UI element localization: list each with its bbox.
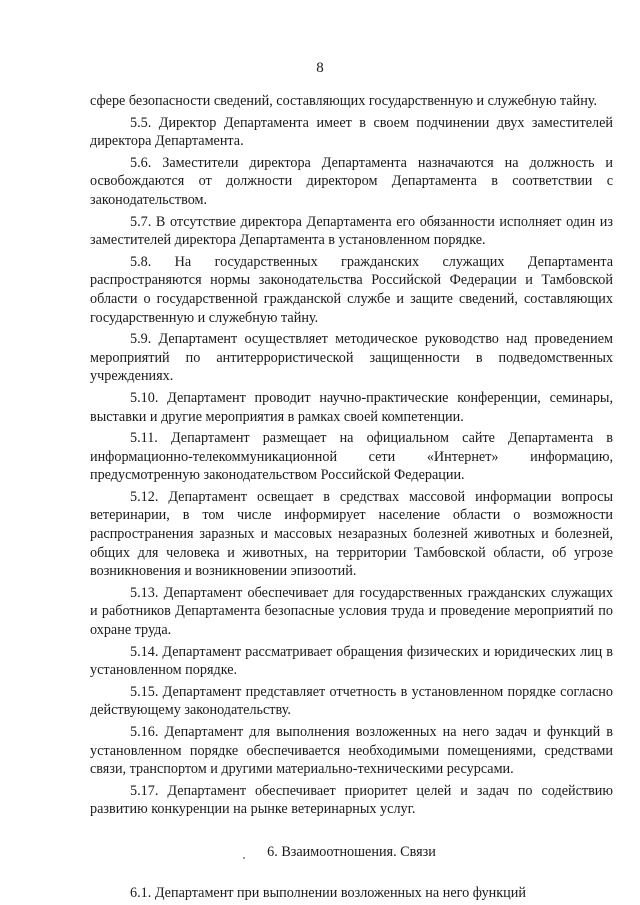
paragraph-5-9: 5.9. Департамент осуществляет методическое руководство над проведением мероприятий по антитеррористической защищенности в подведомственных учреждениях.: [90, 331, 613, 385]
section-heading: 6. Взаимоотношения. Связи: [267, 843, 436, 860]
paragraph-5-13: 5.13. Департамент обеспечивает для государственных гражданских служащих и работников Департамента безопасные условия труда и проведение мероприятий по охране труда.: [90, 584, 613, 639]
document-body: [90, 92, 613, 905]
page-number: 8: [316, 60, 324, 76]
paragraph-continuation: сфере безопасности сведений, составляющих государственную и служебную тайну.: [90, 93, 598, 109]
paragraph-5-11: 5.11. Департамент размещает на официальном сайте Департамента в информационно-телекоммуникационной сети «Интернет» информацию, предусмотренную законодательством Российской Федерации.: [90, 430, 613, 484]
paragraph-5-5: 5.5. Директор Департамента имеет в своем подчинении двух заместителей директора Департамента.: [90, 114, 613, 150]
paragraph-5-15: 5.15. Департамент представляет отчетность в установленном порядке согласно действующему законодательству.: [90, 683, 613, 719]
paragraph-5-6: 5.6. Заместители директора Департамента назначаются на должность и освобождаются от должности директором Департамента в соответствии с законодательством.: [90, 154, 613, 208]
scan-speck: [243, 857, 245, 859]
paragraph-5-12: 5.12. Департамент освещает в средствах массовой информации вопросы ветеринарии, в том числе информирует население области о возможности распространения заразных и массовых незаразных болезней животных и болезней, общих для человека и животных, на территории Тамбовской области, об угрозе возникновения и возникновении эпизоотий.: [90, 488, 613, 580]
paragraph-6-1: 6.1. Департамент при выполнении возложенных на него функций: [130, 884, 526, 901]
paragraph-5-7: 5.7. В отсутствие директора Департамента его обязанности исполняет один из заместителей директора Департамента в установленном порядке.: [90, 213, 613, 249]
paragraph-5-16: 5.16. Департамент для выполнения возложенных на него задач и функций в установленном порядке обеспечивается необходимыми помещениями, средствами связи, транспортом и другими материально-техническими ресурсами.: [90, 724, 613, 778]
paragraph-5-8: 5.8. На государственных гражданских служащих Департамента распространяются нормы законодательства Российской Федерации и Тамбовской области о государственной гражданской службе и защите сведений, составляющих государственную и служебную тайну.: [90, 253, 613, 326]
paragraph-5-17: 5.17. Департамент обеспечивает приоритет целей и задач по содействию развитию конкуренции на рынке ветеринарных услуг.: [90, 782, 613, 818]
paragraph-5-14: 5.14. Департамент рассматривает обращения физических и юридических лиц в установленном порядке.: [90, 643, 613, 679]
paragraph-5-10: 5.10. Департамент проводит научно-практические конференции, семинары, выставки и другие мероприятия в рамках своей компетенции.: [90, 389, 613, 425]
